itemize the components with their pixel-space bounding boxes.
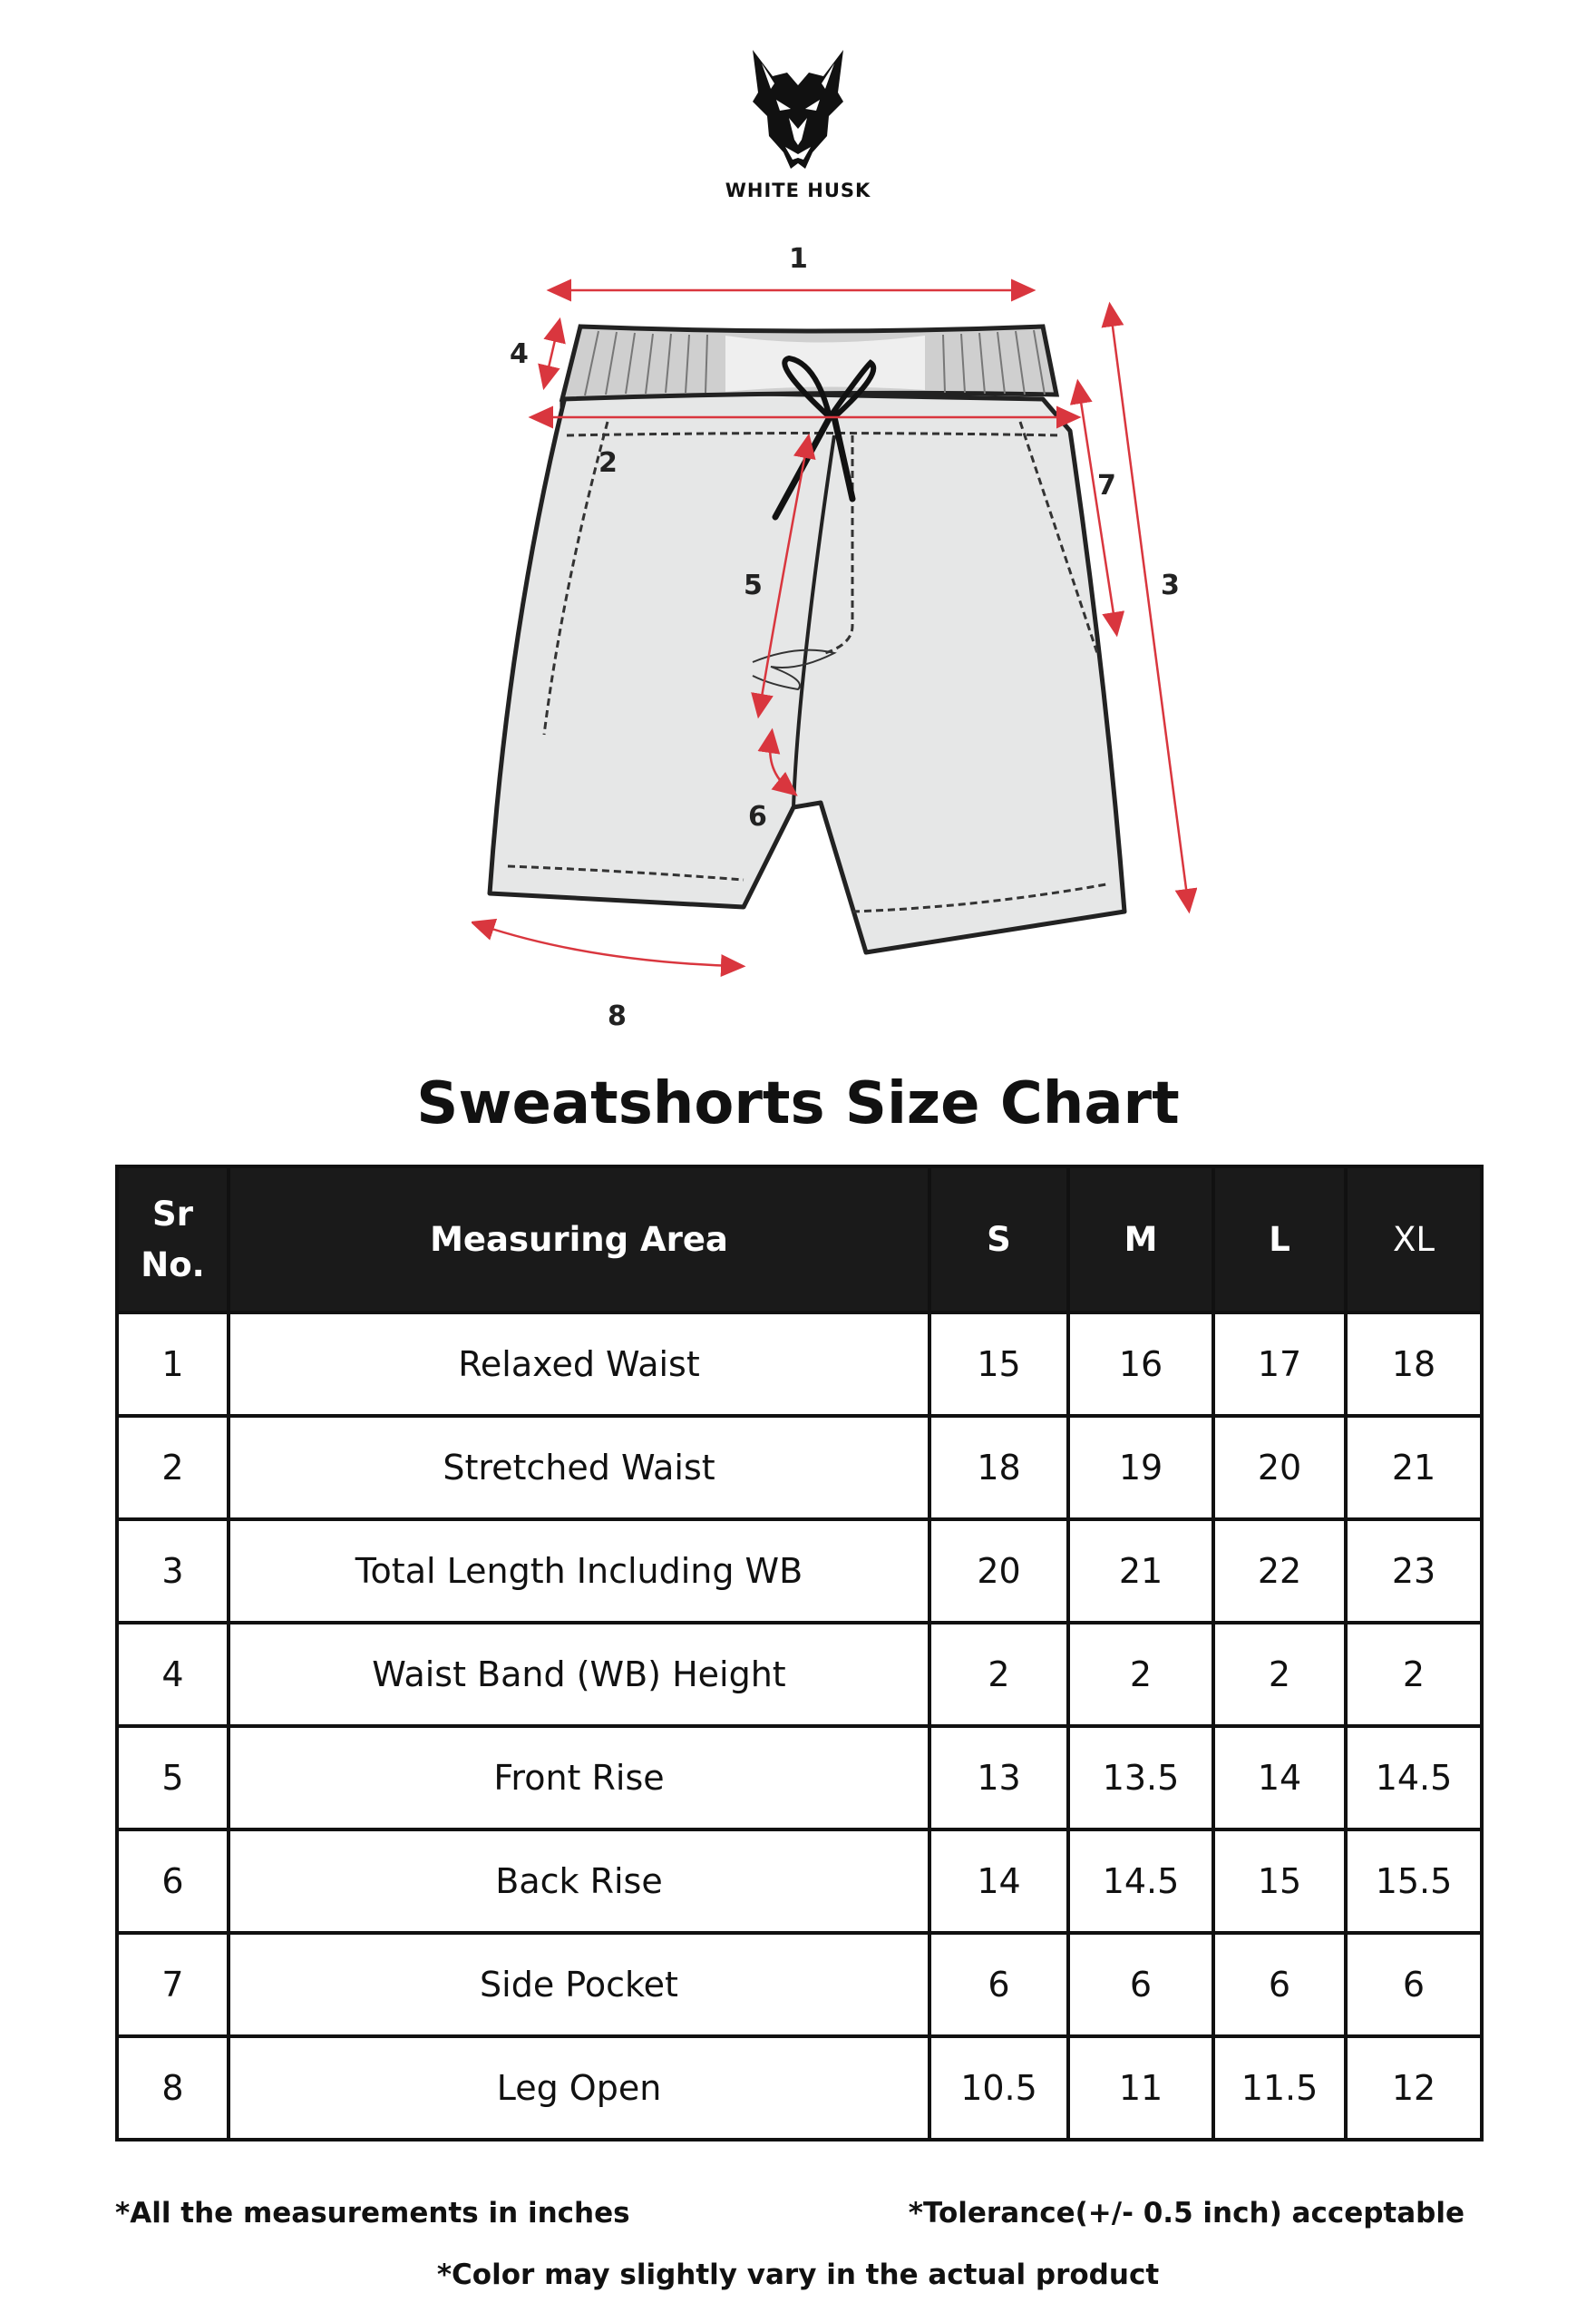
cell-area: Waist Band (WB) Height — [229, 1623, 929, 1726]
cell-s: 10.5 — [929, 2036, 1068, 2140]
cell-l: 17 — [1213, 1312, 1346, 1416]
diagram-label-2: 2 — [598, 447, 618, 479]
table-row — [117, 1726, 1482, 1829]
cell-area: Side Pocket — [229, 1933, 929, 2036]
note-measurements: *All the measurements in inches — [115, 2197, 630, 2229]
cell-s: 20 — [929, 1519, 1068, 1623]
cell-sr: 7 — [117, 1933, 229, 2036]
table-row — [117, 1312, 1482, 1416]
cell-sr: 1 — [117, 1312, 229, 1416]
cell-sr: 2 — [117, 1416, 229, 1519]
cell-l: 22 — [1213, 1519, 1346, 1623]
diagram-label-5: 5 — [744, 570, 763, 601]
cell-area: Leg Open — [229, 2036, 929, 2140]
cell-m: 21 — [1068, 1519, 1213, 1623]
table-row — [117, 2036, 1482, 2140]
table-row — [117, 1829, 1482, 1933]
cell-s: 18 — [929, 1416, 1068, 1519]
cell-m: 13.5 — [1068, 1726, 1213, 1829]
cell-area: Stretched Waist — [229, 1416, 929, 1519]
cell-xl: 14.5 — [1346, 1726, 1482, 1829]
cell-xl: 18 — [1346, 1312, 1482, 1416]
cell-s: 2 — [929, 1623, 1068, 1726]
cell-m: 19 — [1068, 1416, 1213, 1519]
cell-l: 2 — [1213, 1623, 1346, 1726]
cell-area: Front Rise — [229, 1726, 929, 1829]
cell-s: 14 — [929, 1829, 1068, 1933]
cell-m: 11 — [1068, 2036, 1213, 2140]
note-tolerance: *Tolerance(+/- 0.5 inch) acceptable — [908, 2197, 1465, 2229]
cell-l: 6 — [1213, 1933, 1346, 2036]
cell-m: 6 — [1068, 1933, 1213, 2036]
note-color: *Color may slightly vary in the actual product — [436, 2259, 1160, 2291]
shorts-measurement-diagram — [472, 227, 1197, 1043]
header-size-xl: XL — [1346, 1166, 1482, 1312]
cell-s: 15 — [929, 1312, 1068, 1416]
cell-area: Back Rise — [229, 1829, 929, 1933]
diagram-label-8: 8 — [608, 1000, 627, 1032]
cell-xl: 2 — [1346, 1623, 1482, 1726]
table-row — [117, 1933, 1482, 2036]
size-chart-table — [115, 1165, 1484, 2142]
cell-sr: 5 — [117, 1726, 229, 1829]
arrow-3 — [1111, 313, 1188, 902]
cell-sr: 8 — [117, 2036, 229, 2140]
cell-area: Relaxed Waist — [229, 1312, 929, 1416]
diagram-label-6: 6 — [748, 801, 767, 833]
diagram-label-3: 3 — [1161, 570, 1180, 601]
header-measuring-area: Measuring Area — [229, 1166, 929, 1312]
cell-xl: 21 — [1346, 1416, 1482, 1519]
shorts-outline — [490, 327, 1124, 952]
cell-l: 20 — [1213, 1416, 1346, 1519]
arrow-8 — [481, 925, 735, 966]
cell-xl: 15.5 — [1346, 1829, 1482, 1933]
cell-l: 14 — [1213, 1726, 1346, 1829]
cell-m: 16 — [1068, 1312, 1213, 1416]
cell-m: 14.5 — [1068, 1829, 1213, 1933]
table-row — [117, 1416, 1482, 1519]
diagram-label-7: 7 — [1097, 470, 1116, 502]
cell-xl: 12 — [1346, 2036, 1482, 2140]
header-sr-line1: Sr — [152, 1195, 193, 1234]
arrow-4 — [546, 328, 558, 379]
table-header-row — [117, 1166, 1482, 1312]
cell-xl: 23 — [1346, 1519, 1482, 1623]
diagram-label-4: 4 — [510, 338, 529, 370]
cell-s: 13 — [929, 1726, 1068, 1829]
cell-xl: 6 — [1346, 1933, 1482, 2036]
cell-sr: 3 — [117, 1519, 229, 1623]
brand-logo — [698, 45, 898, 213]
header-size-s: S — [929, 1166, 1068, 1312]
diagram-label-1: 1 — [789, 243, 808, 275]
header-sr-no — [117, 1166, 229, 1312]
cell-sr: 6 — [117, 1829, 229, 1933]
table-row — [117, 1519, 1482, 1623]
wolf-head-icon — [744, 45, 852, 172]
table-row — [117, 1623, 1482, 1726]
cell-l: 15 — [1213, 1829, 1346, 1933]
header-size-m: M — [1068, 1166, 1213, 1312]
header-sr-line2: No. — [141, 1244, 205, 1284]
cell-m: 2 — [1068, 1623, 1213, 1726]
cell-area: Total Length Including WB — [229, 1519, 929, 1623]
brand-name: WHITE HUSK — [725, 180, 871, 201]
header-size-l: L — [1213, 1166, 1346, 1312]
cell-s: 6 — [929, 1933, 1068, 2036]
cell-sr: 4 — [117, 1623, 229, 1726]
cell-l: 11.5 — [1213, 2036, 1346, 2140]
chart-title: Sweatshorts Size Chart — [416, 1070, 1180, 1137]
